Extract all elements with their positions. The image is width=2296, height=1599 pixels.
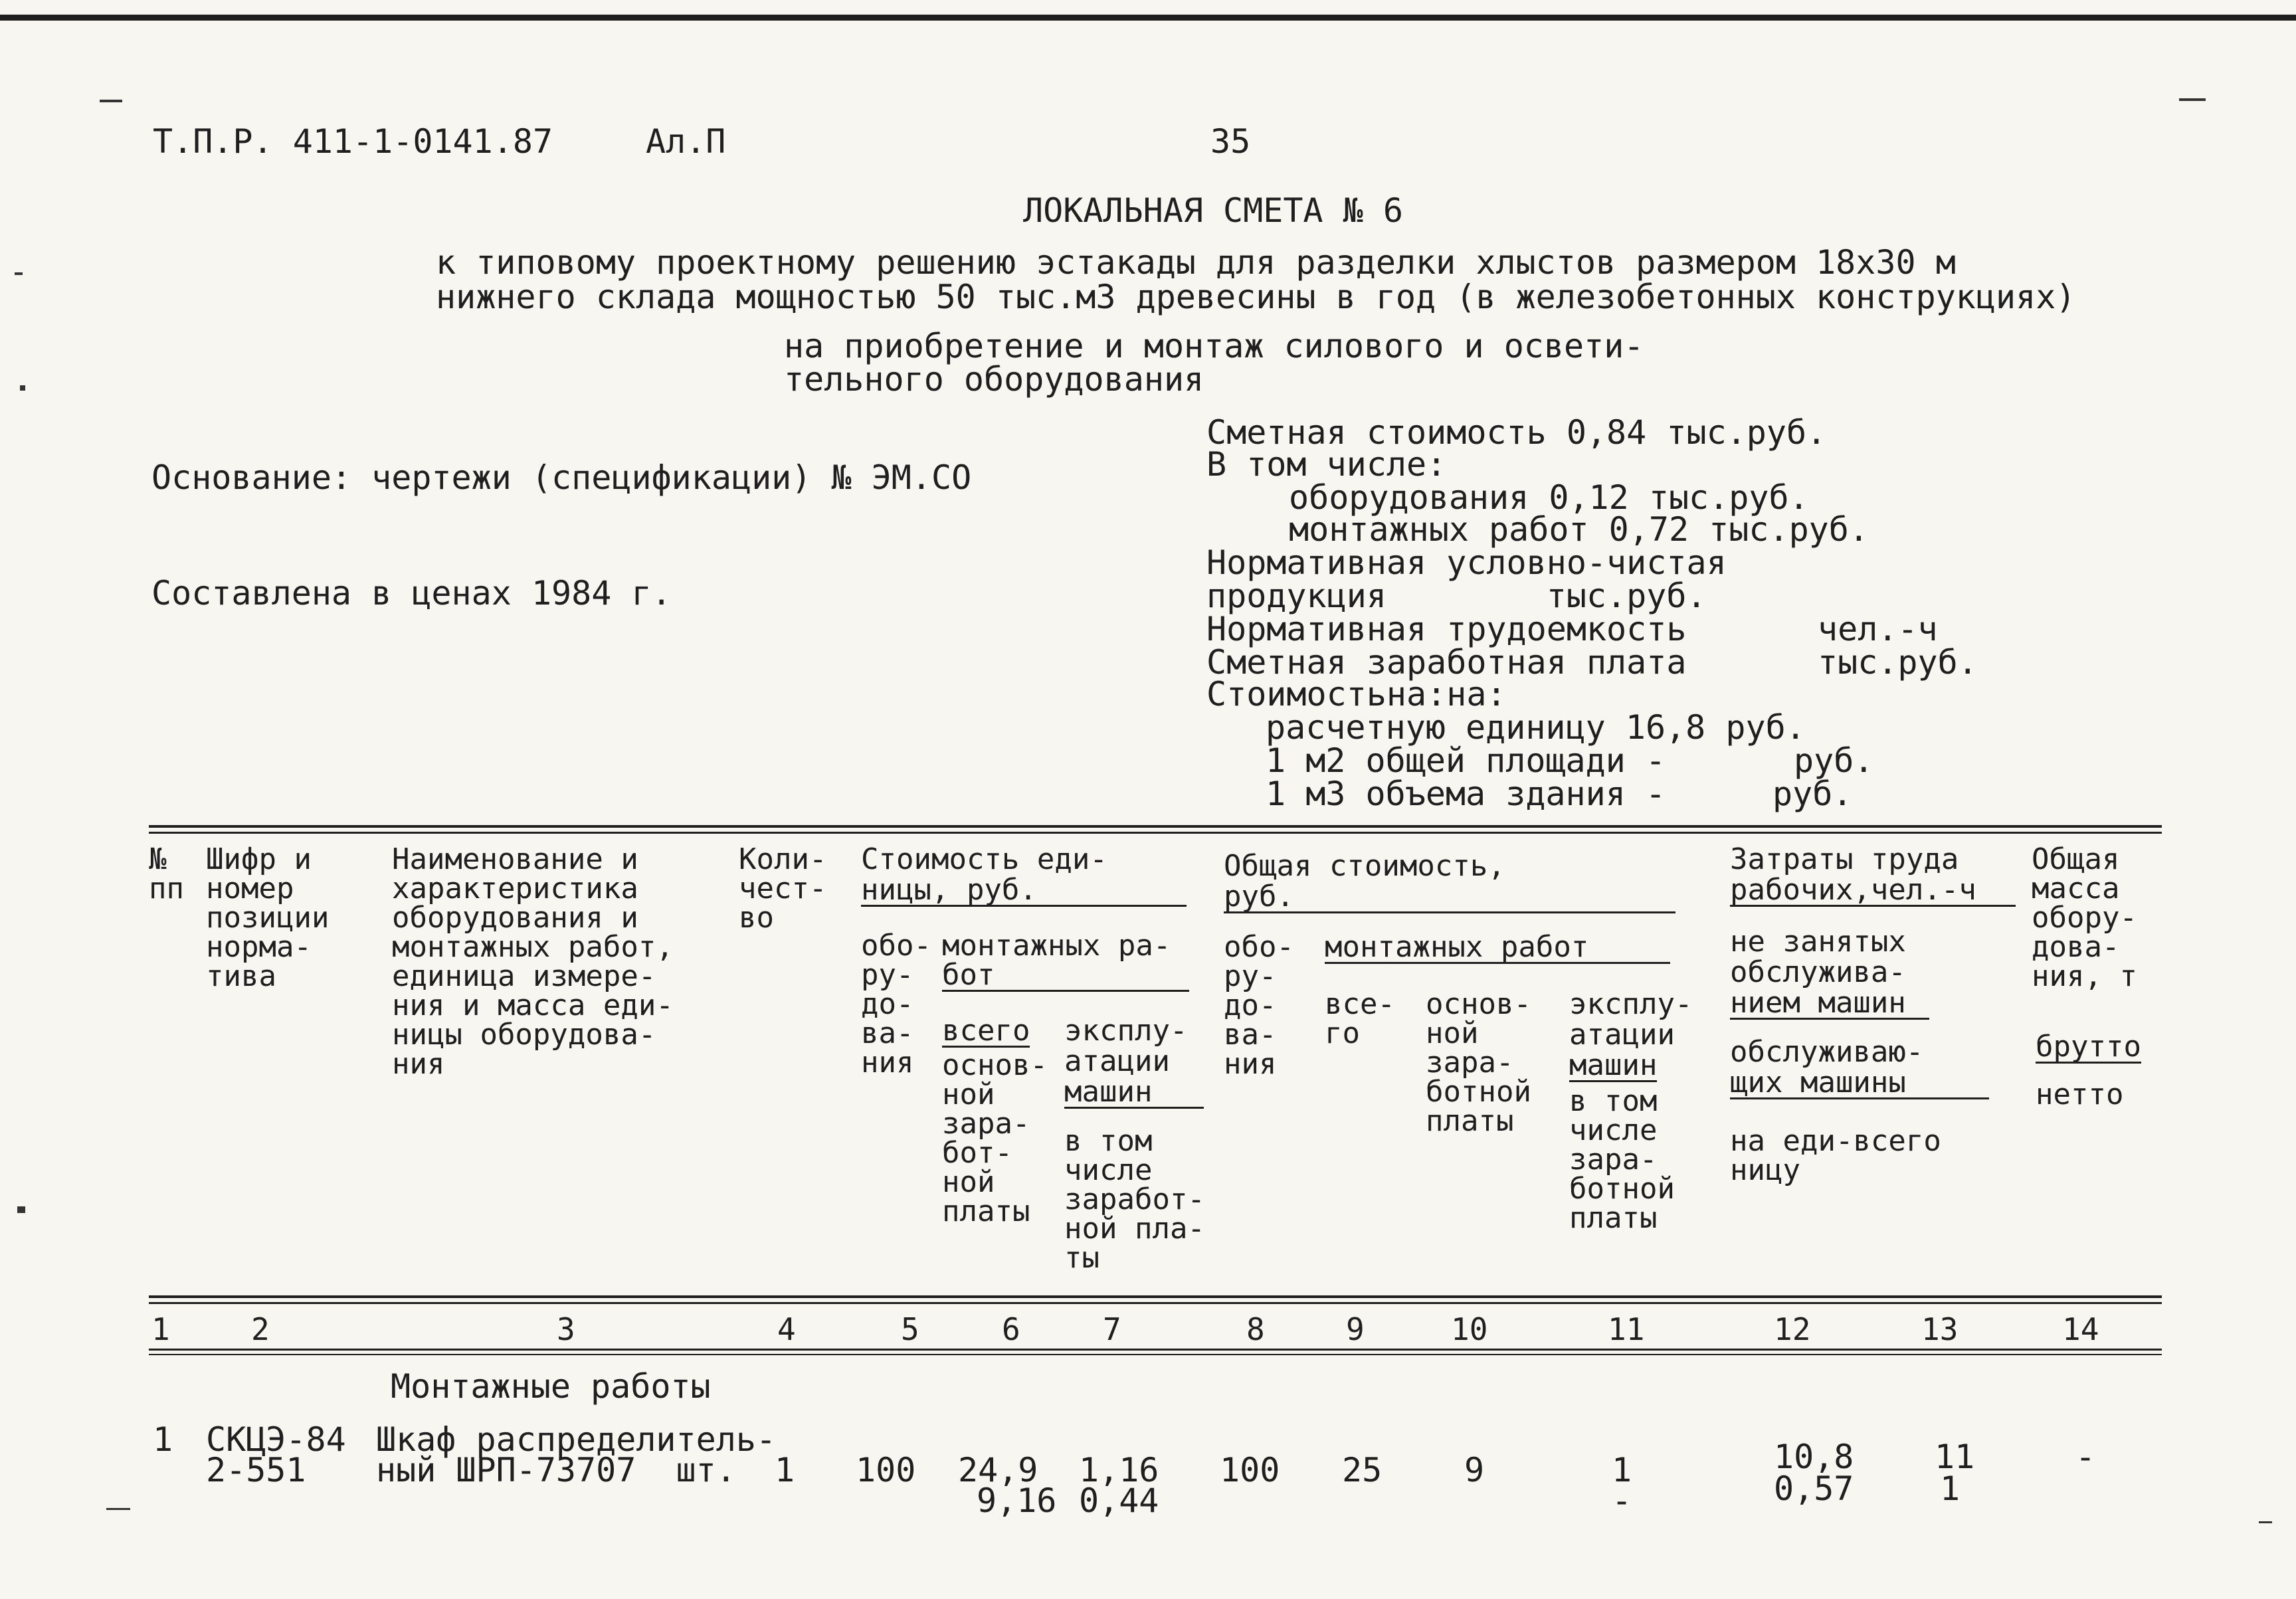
cost-per-m3: 1 м3 объема здания - — [1266, 775, 1666, 813]
header-bottom-rule-2 — [149, 1302, 2162, 1304]
row-code-2: 2-551 — [206, 1451, 306, 1489]
purpose-line-1: на приобретение и монтаж силового и освети- — [784, 327, 1644, 365]
estimated-cost: Сметная стоимость 0,84 тыс.руб. — [1206, 413, 1827, 452]
col-num-7: 7 — [1103, 1311, 1121, 1347]
col-header-total-equip: обо- ру- до- ва- ния — [1224, 930, 1294, 1081]
row-unit-mont-wage: 9,16 — [977, 1481, 1057, 1520]
col-header-unit-mont-total: всего — [942, 1014, 1030, 1048]
row-total-equip: 100 — [1220, 1451, 1280, 1489]
col-header-total-mont-all: все- го — [1325, 987, 1395, 1050]
col-header-mass: Общая масса обору- дова- ния, т — [2032, 842, 2137, 993]
cost-per-m2: 1 м2 общей площади - — [1266, 741, 1666, 780]
row-unit-mach: 1,16 — [1079, 1451, 1159, 1489]
col-num-14: 14 — [2062, 1311, 2099, 1347]
col-header-labor-b: рабочих,чел.-ч — [1730, 876, 2016, 907]
col-header-total-cost-b: руб. — [1224, 882, 1675, 913]
estimated-wage-unit: тыс.руб. — [1818, 643, 1978, 682]
subtitle-line-2: нижнего склада мощностью 50 тыс.м3 древесины в год (в железобетонных конструкциях) — [436, 278, 2076, 316]
scan-mark-left-1 — [15, 272, 23, 275]
row-code-1: СКЦЭ-84 — [206, 1420, 346, 1459]
col-header-total-cost: Общая стоимость, — [1224, 849, 1505, 883]
numbers-bottom-rule — [149, 1349, 2162, 1351]
row-labor-unit: 10,8 — [1774, 1438, 1854, 1476]
equipment-cost: оборудования 0,12 тыс.руб. — [1289, 478, 1809, 517]
scan-mark-right-1 — [2259, 1521, 2272, 1523]
table-top-rule-2 — [149, 832, 2162, 834]
basis-line: Основание: чертежи (спецификации) № ЭМ.СО — [151, 458, 972, 497]
col-num-5: 5 — [901, 1311, 919, 1347]
col-num-4: 4 — [777, 1311, 796, 1347]
col-header-total-mont: монтажных работ — [1325, 933, 1670, 964]
col-header-total-mach: эксплу- — [1569, 987, 1693, 1021]
col-num-8: 8 — [1246, 1311, 1265, 1347]
estimated-wage: Сметная заработная плата — [1206, 643, 1687, 682]
purpose-line-2: тельного оборудования — [784, 360, 1204, 399]
col-header-unit-mach-c: машин — [1064, 1078, 1204, 1109]
row-unit-mont-total: 24,9 — [958, 1451, 1038, 1489]
col-header-name: Наименование и характеристика оборудования и монтажных работ, единица измере- ния и масса еди- ницы оборудова- ния — [392, 842, 674, 1081]
row-labor-total-2: 1 — [1940, 1469, 1961, 1508]
col-num-9: 9 — [1346, 1311, 1365, 1347]
row-unit-equip: 100 — [856, 1451, 916, 1489]
row-name-2: ный ШРП-73707 шт. — [376, 1451, 736, 1489]
col-header-mass-gross: брутто — [2036, 1030, 2141, 1064]
col-header-unit-mont-wage: основ- ной зара- бот- ной платы — [942, 1048, 1048, 1228]
col-header-unit-mach-wage: в том числе заработ- ной пла- ты — [1064, 1124, 1205, 1275]
col-header-code: Шифр и номер позиции норма- тива — [206, 842, 330, 993]
row-qty: 1 — [775, 1451, 795, 1489]
col-num-2: 2 — [251, 1311, 270, 1347]
cost-per-unit: расчетную единицу 16,8 руб. — [1266, 708, 1806, 747]
col-header-total-mach-c: машин — [1569, 1048, 1658, 1082]
section-title: Монтажные работы — [391, 1367, 711, 1406]
doc-code: Т.П.Р. 411-1-0141.87 — [153, 122, 553, 161]
col-header-labor-per: на еди-всего ницу — [1730, 1124, 1941, 1187]
col-num-6: 6 — [1002, 1311, 1020, 1347]
cost-per-m2-unit: руб. — [1794, 741, 1874, 780]
col-header-labor-not-a: не занятых — [1730, 925, 1906, 959]
col-header-unit-mont: монтажных ра- — [942, 929, 1171, 963]
col-num-13: 13 — [1921, 1311, 1959, 1347]
col-header-qty: Коли- чест- во — [739, 842, 827, 935]
col-header-labor-serv-a: обслуживаю- — [1730, 1035, 1924, 1069]
scan-mark-left-2 — [20, 385, 25, 391]
col-header-total-mach-wage: в том числе зара- ботной платы — [1569, 1084, 1675, 1235]
row-mass: - — [2075, 1438, 2096, 1476]
col-header-labor: Затраты труда — [1730, 842, 1959, 876]
col-header-labor-serv-b: щих машины — [1730, 1068, 1989, 1099]
including-label: В том числе: — [1206, 445, 1447, 484]
row-number: 1 — [153, 1420, 173, 1459]
subtitle-line-1: к типовому проектному решению эстакады для разделки хлыстов размером 18х30 м — [436, 243, 1956, 282]
col-num-11: 11 — [1608, 1311, 1645, 1347]
corner-mark-left — [100, 100, 122, 102]
row-unit-mach-wage: 0,44 — [1079, 1481, 1159, 1520]
col-header-number: № пп — [149, 842, 184, 905]
col-header-unit-cost: Стоимость еди- — [861, 842, 1107, 876]
row-name-1: Шкаф распределитель- — [376, 1420, 777, 1459]
labor-intensity: Нормативная трудоемкость — [1206, 610, 1687, 648]
col-header-total-mont-wage: основ- ной зара- ботной платы — [1426, 987, 1531, 1138]
row-total-mach-wage: - — [1612, 1481, 1632, 1520]
col-header-unit-equip: обо- ру- до- ва- ния — [861, 929, 931, 1080]
page-number: 35 — [1210, 122, 1251, 161]
scan-mark-left-3 — [17, 1206, 25, 1213]
col-header-unit-cost-b: ницы, руб. — [861, 876, 1187, 907]
cost-per-m3-unit: руб. — [1772, 775, 1853, 813]
normative-product-2: продукция тыс.руб. — [1206, 577, 1707, 615]
col-header-labor-not-b: обслужива- — [1730, 955, 1906, 989]
top-border — [0, 15, 2296, 21]
table-top-rule — [149, 825, 2162, 828]
prices-year: Составлена в ценах 1984 г. — [151, 574, 672, 612]
normative-product-1: Нормативная условно-чистая — [1206, 543, 1727, 582]
corner-mark-right — [2179, 98, 2206, 101]
row-total-mont: 25 — [1342, 1451, 1383, 1489]
scan-mark-left-4 — [106, 1508, 130, 1510]
album-label: Ал.П — [646, 122, 726, 161]
labor-intensity-unit: чел.-ч — [1818, 610, 1938, 648]
col-header-total-mach-b: атации — [1569, 1018, 1675, 1052]
col-header-mass-net: нетто — [2036, 1078, 2124, 1111]
row-total-wage: 9 — [1464, 1451, 1485, 1489]
col-header-unit-mach-b: атации — [1064, 1044, 1170, 1078]
col-num-10: 10 — [1451, 1311, 1488, 1347]
col-num-12: 12 — [1774, 1311, 1811, 1347]
installation-cost: монтажных работ 0,72 тыс.руб. — [1289, 510, 1869, 549]
col-num-1: 1 — [151, 1311, 170, 1347]
cost-per-label: Стоимостьна:на: — [1206, 675, 1507, 713]
row-labor-unit-2: 0,57 — [1774, 1469, 1854, 1508]
doc-title: ЛОКАЛЬНАЯ СМЕТА № 6 — [1023, 191, 1403, 230]
col-header-labor-not-c: нием машин — [1730, 988, 1929, 1020]
row-labor-total: 11 — [1935, 1438, 1975, 1476]
header-bottom-rule — [149, 1295, 2162, 1298]
col-num-3: 3 — [557, 1311, 575, 1347]
row-total-mach: 1 — [1612, 1451, 1632, 1489]
numbers-bottom-rule-2 — [149, 1354, 2162, 1355]
col-header-unit-mont-b: бот — [942, 961, 1189, 992]
col-header-unit-mach: эксплу- — [1064, 1014, 1188, 1048]
